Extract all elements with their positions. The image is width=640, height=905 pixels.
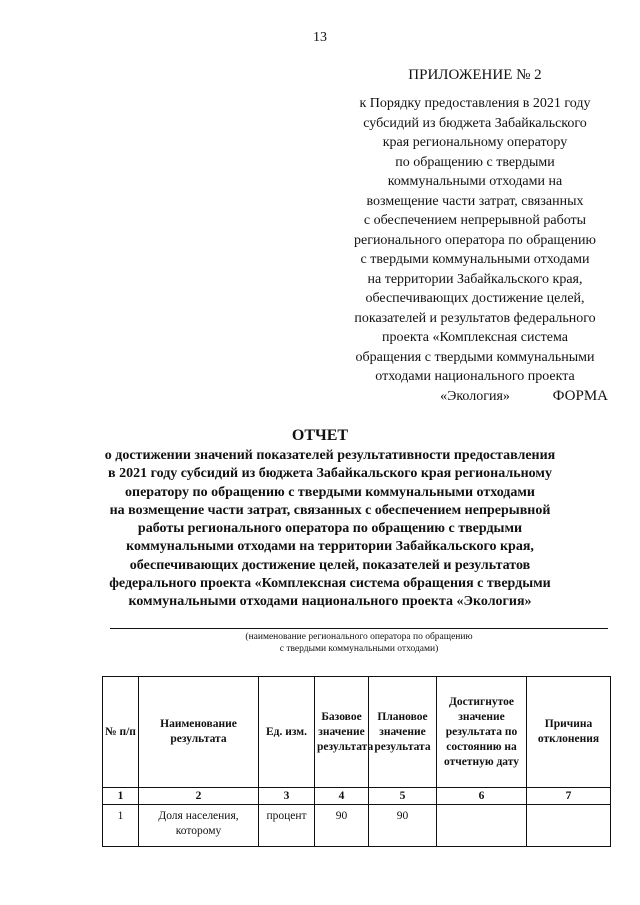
appendix-line: по обращению с твердыми bbox=[395, 154, 555, 170]
header-deviation-reason: Причина отклонения bbox=[527, 677, 611, 788]
report-subtitle-line: в 2021 году субсидий из бюджета Забайкальского края региональному bbox=[108, 466, 552, 482]
column-number: 4 bbox=[315, 788, 369, 805]
header-result-name: Наименование результата bbox=[139, 677, 259, 788]
operator-name-line bbox=[110, 628, 608, 629]
report-subtitle-line: федерального проекта «Комплексная система обращения с твердыми bbox=[109, 576, 551, 592]
appendix-title: ПРИЛОЖЕНИЕ № 2 bbox=[408, 67, 542, 83]
appendix-description bbox=[340, 94, 610, 406]
column-number-row bbox=[103, 788, 611, 805]
appendix-line: края региональному оператору bbox=[382, 135, 568, 150]
column-number: 3 bbox=[259, 788, 315, 805]
page-number: 13 bbox=[313, 30, 327, 45]
cell-planned-value: 90 bbox=[369, 805, 437, 847]
operator-name-caption bbox=[110, 631, 608, 655]
report-subtitle-line: коммунальными отходами национального проекта «Экология» bbox=[128, 594, 532, 610]
column-number: 6 bbox=[437, 788, 527, 805]
column-number: 7 bbox=[527, 788, 611, 805]
cell-result-name: Доля населения, которому bbox=[139, 805, 259, 847]
column-number: 1 bbox=[103, 788, 139, 805]
appendix-line: показателей и результатов федерального bbox=[354, 310, 596, 326]
header-planned-value: Плановое значение результата bbox=[369, 677, 437, 788]
report-subtitle bbox=[60, 447, 600, 612]
appendix-line: возмещение части затрат, связанных bbox=[366, 193, 584, 209]
header-number: № п/п bbox=[103, 677, 139, 788]
cell-unit: процент bbox=[259, 805, 315, 847]
report-subtitle-line: обеспечивающих достижение целей, показателей и результатов bbox=[129, 557, 531, 573]
appendix-line: регионального оператора по обращению bbox=[353, 232, 596, 248]
appendix-line: с твердыми коммунальными отходами bbox=[360, 252, 590, 267]
header-base-value: Базовое значение результата bbox=[315, 677, 369, 788]
appendix-line: субсидий из бюджета Забайкальского bbox=[363, 115, 587, 131]
table-header-row bbox=[103, 677, 611, 788]
report-subtitle-line: на возмещение части затрат, связанных с обеспечением непрерывной bbox=[109, 502, 551, 518]
appendix-line: отходами национального проекта bbox=[375, 369, 575, 384]
appendix-line: на территории Забайкальского края, bbox=[367, 271, 583, 287]
appendix-line: к Порядку предоставления в 2021 году bbox=[359, 96, 591, 111]
operator-caption-line: с твердыми коммунальными отходами) bbox=[279, 644, 439, 654]
form-label: ФОРМА bbox=[552, 388, 608, 404]
appendix-line: «Экология» bbox=[440, 388, 510, 404]
cell-base-value: 90 bbox=[315, 805, 369, 847]
header-achieved-value: Достигнутое значение результата по состоянию на отчетную дату bbox=[437, 677, 527, 788]
column-number: 2 bbox=[139, 788, 259, 805]
appendix-line: коммунальными отходами на bbox=[387, 174, 563, 189]
header-unit: Ед. изм. bbox=[259, 677, 315, 788]
cell-deviation-reason bbox=[527, 805, 611, 847]
cell-achieved-value bbox=[437, 805, 527, 847]
report-subtitle-line: о достижении значений показателей результативности предоставления bbox=[104, 448, 556, 463]
table-row bbox=[103, 805, 611, 847]
report-subtitle-line: оператору по обращению с твердыми коммунальными отходами bbox=[125, 484, 535, 500]
operator-caption-line: (наименование регионального оператора по обращению bbox=[245, 632, 473, 642]
appendix-line: с обеспечением непрерывной работы bbox=[363, 213, 587, 228]
report-title: ОТЧЕТ bbox=[291, 427, 349, 444]
appendix-line: обеспечивающих достижение целей, bbox=[365, 291, 585, 306]
report-subtitle-line: коммунальными отходами на территории Забайкальского края, bbox=[126, 539, 534, 555]
appendix-line: обращения с твердыми коммунальными bbox=[355, 349, 595, 365]
cell-number: 1 bbox=[103, 805, 139, 847]
appendix-line: проекта «Комплексная система bbox=[382, 330, 568, 345]
report-subtitle-line: работы регионального оператора по обращению с твердыми bbox=[137, 521, 523, 537]
column-number: 5 bbox=[369, 788, 437, 805]
results-table bbox=[102, 676, 611, 847]
